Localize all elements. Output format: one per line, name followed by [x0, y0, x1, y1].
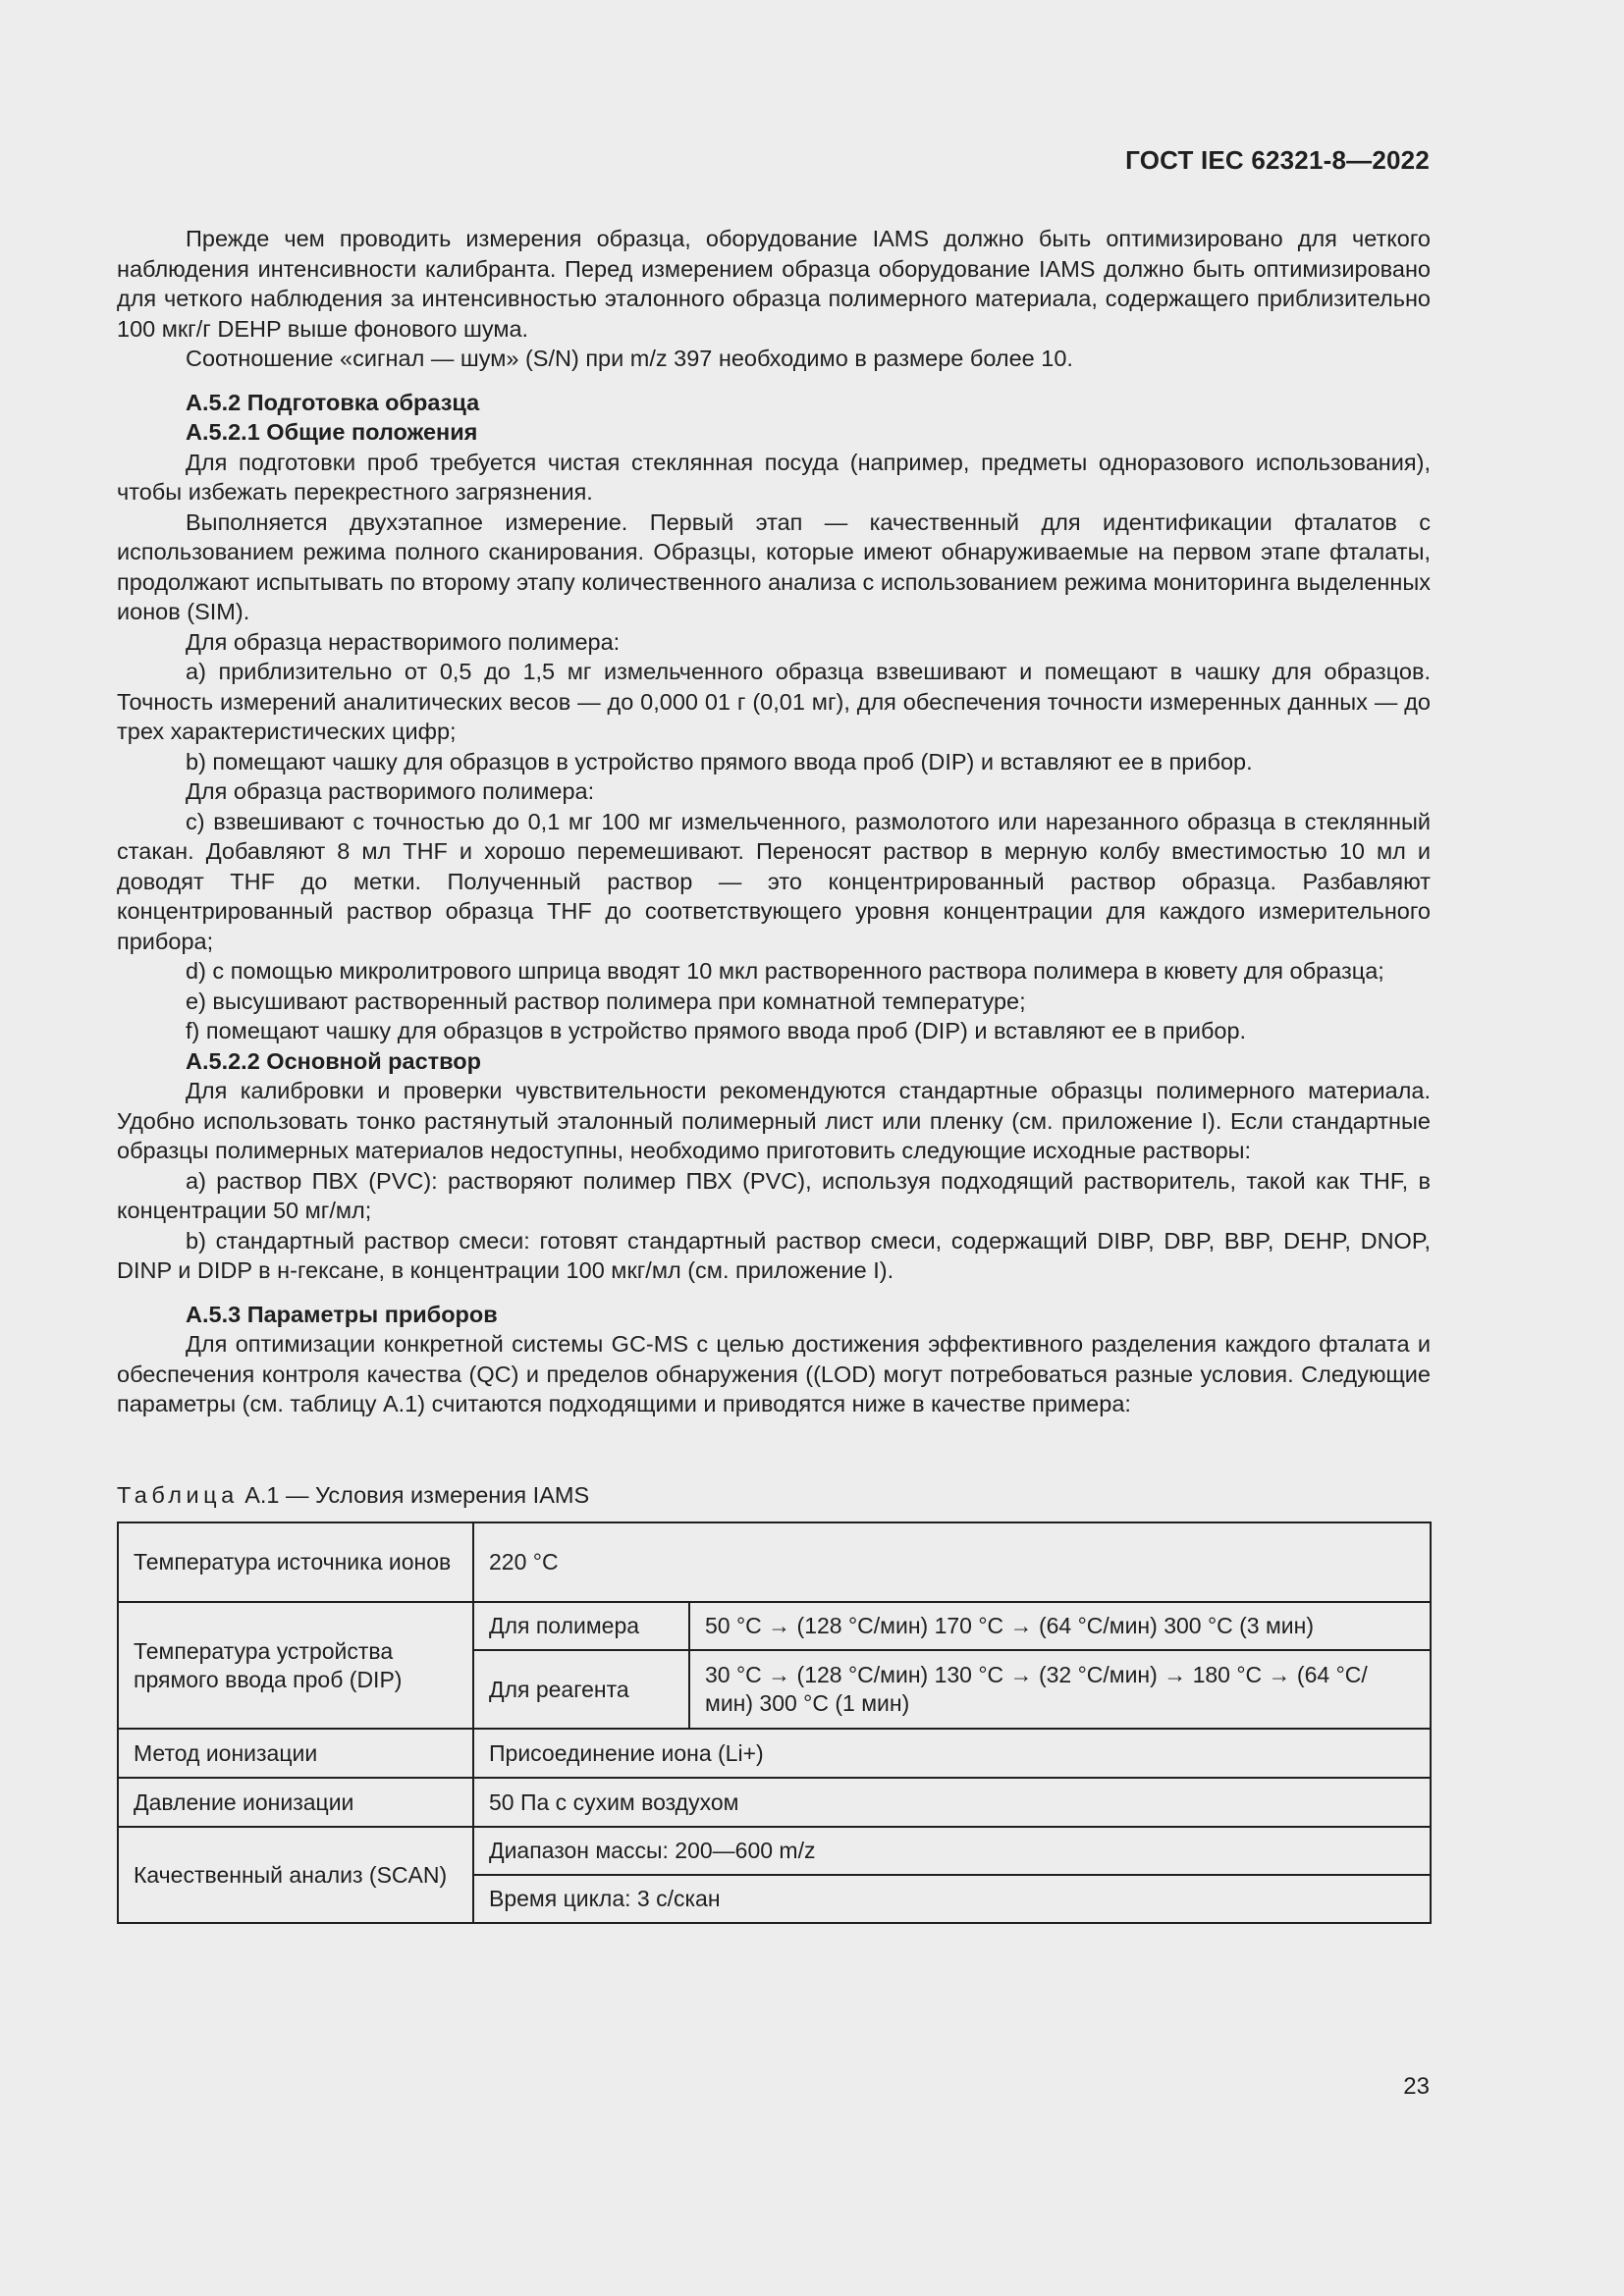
- table-row: [118, 1729, 1431, 1778]
- section-heading-a53: А.5.3 Параметры приборов: [186, 1301, 498, 1327]
- paragraph: Для подготовки проб требуется чистая стеклянная посуда (например, предметы одноразового использования), чтобы избежать перекрестного загрязнения.: [117, 449, 1431, 505]
- section-heading-a521: А.5.2.1 Общие положения: [186, 419, 478, 445]
- table-cell-label: Качественный анализ (SCAN): [118, 1827, 473, 1923]
- page-number: 23: [1403, 2073, 1430, 2100]
- table-cell-value: 220 °C: [473, 1522, 1431, 1602]
- table-cell-label: Метод ионизации: [118, 1729, 473, 1778]
- table-cell-value: 50 °C → (128 °C/мин) 170 °C → (64 °C/мин) 300 °C (3 мин): [689, 1602, 1431, 1650]
- table-row: [118, 1778, 1431, 1827]
- document-number-header: ГОСТ IEC 62321-8—2022: [1125, 145, 1430, 175]
- table-row: [118, 1522, 1431, 1602]
- paragraph: Для оптимизации конкретной системы GC-MS с целью достижения эффективного разделения каждого фталата и обеспечения контроля качества (QC) и пределов обнаружения ((LOD) могут потребоваться разные условия. Следующие параметры (см. таблицу А.1) считаются подходящими и приводятся ниже в качестве примера:: [117, 1331, 1431, 1416]
- table-row: [118, 1827, 1431, 1875]
- document-body: [117, 224, 1431, 1419]
- table-cell-value: 50 Па с сухим воздухом: [473, 1778, 1431, 1827]
- table-cell-value: 30 °C → (128 °C/мин) 130 °C → (32 °C/мин) → 180 °C → (64 °C/мин) 300 °C (1 мин): [689, 1650, 1431, 1729]
- table-caption: [117, 1480, 589, 1510]
- table-cell-sublabel: Для полимера: [473, 1602, 689, 1650]
- paragraph: Прежде чем проводить измерения образца, оборудование IAMS должно быть оптимизировано для четкого наблюдения интенсивности калибранта. Перед измерением образца оборудование IAMS должно быть оптимизировано для четкого наблюдения за интенсивностью эталонного образца полимерного материала, содержащего приблизительно 100 мкг/г DEHP выше фонового шума.: [117, 226, 1431, 342]
- list-item-b: b) помещают чашку для образцов в устройство прямого ввода проб (DIP) и вставляют ее в прибор.: [186, 748, 1253, 774]
- table-cell-label: Температура источника ионов: [118, 1522, 473, 1602]
- paragraph: Выполняется двухэтапное измерение. Первый этап — качественный для идентификации фталатов с использованием режима полного сканирования. Образцы, которые имеют обнаруживаемые на первом этапе фталаты, продолжают испытывать по второму этапу количественного анализа с использованием режима мониторинга выделенных ионов (SIM).: [117, 508, 1431, 624]
- list-item-a: a) приблизительно от 0,5 до 1,5 мг измельченного образца взвешивают и помещают в чашку для образцов. Точность измерений аналитических весов — до 0,000 01 г (0,01 мг), для обеспечения точности измеренных данных — до трех характеристических цифр;: [117, 659, 1431, 744]
- paragraph: Для образца растворимого полимера:: [186, 778, 595, 804]
- table-cell-value: Время цикла: 3 с/скан: [473, 1875, 1431, 1923]
- list-item-a: a) раствор ПВХ (PVC): растворяют полимер ПВХ (PVC), используя подходящий растворитель, такой как THF, в концентрации 50 мг/мл;: [117, 1167, 1431, 1223]
- table-cell-value: Присоединение иона (Li+): [473, 1729, 1431, 1778]
- table-cell-sublabel: Для реагента: [473, 1650, 689, 1729]
- table-row: [118, 1602, 1431, 1650]
- table-cell-value: Диапазон массы: 200—600 m/z: [473, 1827, 1431, 1875]
- paragraph: Для образца нерастворимого полимера:: [186, 628, 621, 655]
- table-caption-label: Таблица: [117, 1482, 239, 1508]
- paragraph: Соотношение «сигнал — шум» (S/N) при m/z 397 необходимо в размере более 10.: [186, 346, 1073, 371]
- table-cell-label: Давление ионизации: [118, 1778, 473, 1827]
- paragraph: Для калибровки и проверки чувствительности рекомендуются стандартные образцы полимерного материала. Удобно использовать тонко растянутый эталонный полимерный лист или пленку (см. приложение I). Если стандартные образцы полимерных материалов недоступны, необходимо приготовить следующие исходные растворы:: [117, 1078, 1431, 1163]
- list-item-e: e) высушивают растворенный раствор полимера при комнатной температуре;: [186, 988, 1026, 1014]
- list-item-b: b) стандартный раствор смеси: готовят стандартный раствор смеси, содержащий DIBP, DBP, BBP, DEHP, DNOP, DINP и DIDP в н-гексане, в концентрации 100 мкг/мл (см. приложение I).: [117, 1227, 1431, 1283]
- section-heading-a52: А.5.2 Подготовка образца: [186, 389, 480, 415]
- iams-conditions-table: [117, 1522, 1432, 1924]
- list-item-f: f) помещают чашку для образцов в устройство прямого ввода проб (DIP) и вставляют ее в прибор.: [186, 1018, 1247, 1043]
- table-caption-text: А.1 — Условия измерения IAMS: [244, 1482, 590, 1508]
- list-item-c: c) взвешивают с точностью до 0,1 мг 100 мг измельченного, размолотого или нарезанного образца в стеклянный стакан. Добавляют 8 мл THF и хорошо перемешивают. Переносят раствор в мерную колбу вместимостью 10 мл и доводят THF до метки. Полученный раствор — это концентрированный раствор образца. Разбавляют концентрированный раствор образца THF до соответствующего уровня концентрации для каждого измерительного прибора;: [117, 808, 1431, 954]
- section-heading-a522: А.5.2.2 Основной раствор: [186, 1047, 482, 1074]
- table-cell-label: Температура устройства прямого ввода проб (DIP): [118, 1602, 473, 1729]
- list-item-d: d) с помощью микролитрового шприца вводят 10 мкл растворенного раствора полимера в кювету для образца;: [186, 958, 1384, 984]
